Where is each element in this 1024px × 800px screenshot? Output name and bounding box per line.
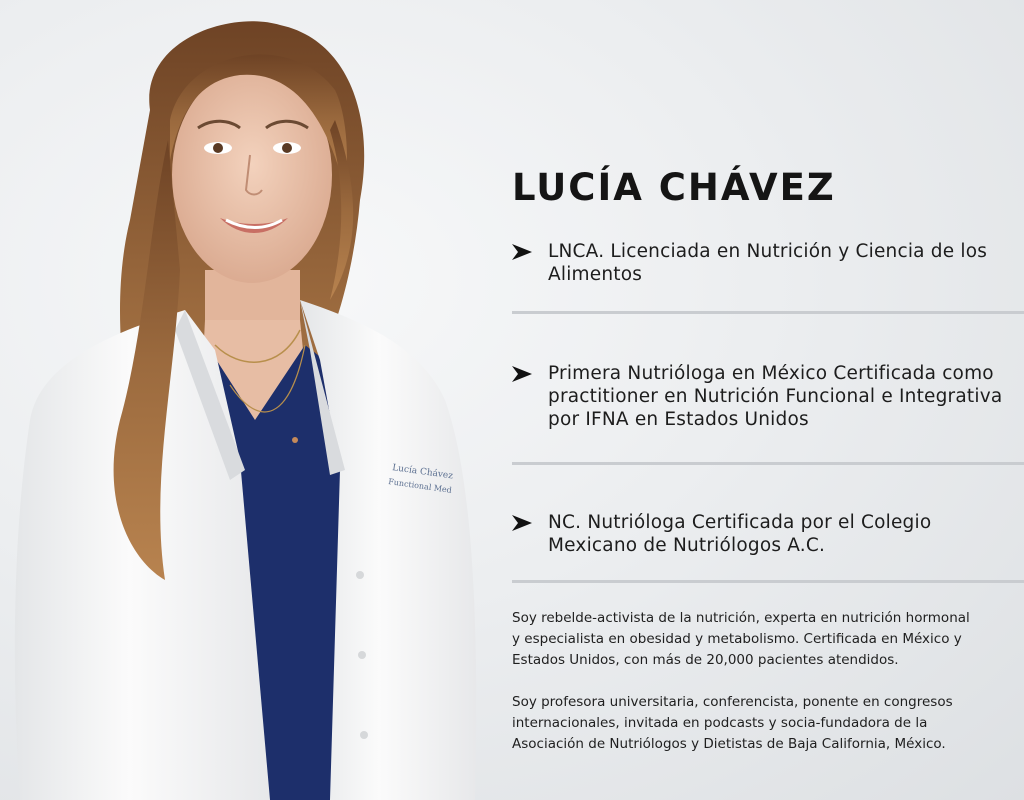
arrow-bullet-icon xyxy=(512,515,532,531)
profile-panel xyxy=(512,160,1024,755)
divider xyxy=(512,311,1024,314)
coat-embroidery-title: Functional Med xyxy=(387,477,453,495)
credential-text: Primera Nutrióloga en México Certificada como practitioner en Nutrición Funcional e Integrativa por IFNA en Estados Unidos xyxy=(548,363,1003,430)
divider xyxy=(512,580,1024,583)
credential-item xyxy=(512,362,1024,431)
arrow-bullet-icon xyxy=(512,244,532,260)
portrait-photo xyxy=(0,0,500,800)
credential-item xyxy=(512,511,1024,557)
credential-text: LNCA. Licenciada en Nutrición y Ciencia de los Alimentos xyxy=(548,241,988,285)
bio-paragraph: Soy profesora universitaria, conferencista, ponente en congresos internacionales, invitada en podcasts y socia-fundadora de la Asociación de Nutriólogos y Dietistas de Baja California, México. xyxy=(512,694,953,752)
profile-name: LUCÍA CHÁVEZ xyxy=(512,166,836,209)
bio-paragraph: Soy rebelde-activista de la nutrición, experta en nutrición hormonal y especialista en obesidad y metabolismo. Certificada en México y Estados Unidos, con más de 20,000 pacientes atendidos. xyxy=(512,610,970,668)
credential-item xyxy=(512,240,1024,286)
arrow-bullet-icon xyxy=(512,366,532,382)
portrait-illustration xyxy=(0,0,500,800)
divider xyxy=(512,462,1024,465)
credential-text: NC. Nutrióloga Certificada por el Colegio Mexicano de Nutriólogos A.C. xyxy=(548,512,932,556)
coat-embroidery-name: Lucía Chávez xyxy=(391,463,454,482)
